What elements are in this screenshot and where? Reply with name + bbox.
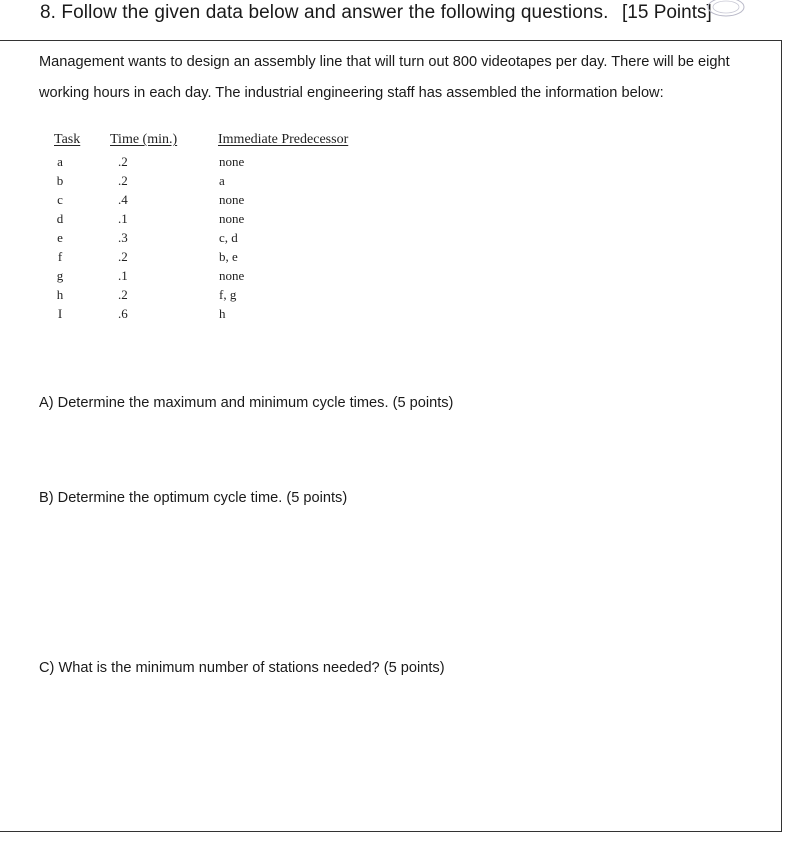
table-row — [0, 192, 400, 211]
task-cell: f — [57, 249, 63, 264]
task-cell: d — [56, 211, 64, 226]
predecessor-cell: h — [219, 306, 226, 321]
predecessor-cell: a — [219, 173, 225, 188]
predecessor-cell: none — [219, 268, 245, 283]
time-cell: .3 — [118, 230, 128, 245]
header-task: Task — [54, 132, 81, 147]
question-b: B) Determine the optimum cycle time. (5 points) — [39, 490, 348, 506]
time-cell: .2 — [118, 249, 128, 264]
table-row — [0, 211, 400, 230]
task-cell: g — [56, 268, 64, 283]
task-cell: I — [57, 306, 63, 321]
question-title: 8. Follow the given data below and answer the following questions. — [40, 2, 609, 23]
time-cell: .4 — [118, 192, 128, 207]
question-c: C) What is the minimum number of stations needed? (5 points) — [39, 660, 445, 676]
question-a: A) Determine the maximum and minimum cycle times. (5 points) — [39, 395, 454, 411]
header-predecessor: Immediate Predecessor — [218, 132, 349, 147]
table-row — [0, 287, 400, 306]
points-label: [15 Points] — [622, 2, 712, 23]
predecessor-cell: none — [219, 154, 245, 169]
table-row — [0, 154, 400, 173]
intro-line-2: working hours in each day. The industrial engineering staff has assembled the information below: — [39, 85, 664, 101]
question-header — [0, 0, 786, 36]
predecessor-cell: f, g — [219, 287, 237, 302]
time-cell: .2 — [118, 287, 128, 302]
task-cell: a — [57, 154, 63, 169]
stamp-icon — [706, 0, 746, 18]
predecessor-cell: c, d — [219, 230, 238, 245]
table-row — [0, 230, 400, 249]
task-cell: h — [56, 287, 64, 302]
time-cell: .1 — [118, 268, 128, 283]
table-row — [0, 249, 400, 268]
time-cell: .6 — [118, 306, 128, 321]
task-cell: e — [57, 230, 63, 245]
time-cell: .2 — [118, 173, 128, 188]
table-row — [0, 173, 400, 192]
intro-line-1: Management wants to design an assembly line that will turn out 800 videotapes per day. There will be eight — [39, 54, 730, 70]
table-row — [0, 268, 400, 287]
time-cell: .2 — [118, 154, 128, 169]
task-cell: c — [57, 192, 63, 207]
header-time: Time (min.) — [110, 132, 178, 147]
predecessor-cell: none — [219, 211, 245, 226]
predecessor-cell: none — [219, 192, 245, 207]
predecessor-cell: b, e — [219, 249, 238, 264]
time-cell: .1 — [118, 211, 128, 226]
task-cell: b — [56, 173, 64, 188]
table-row — [0, 306, 400, 325]
